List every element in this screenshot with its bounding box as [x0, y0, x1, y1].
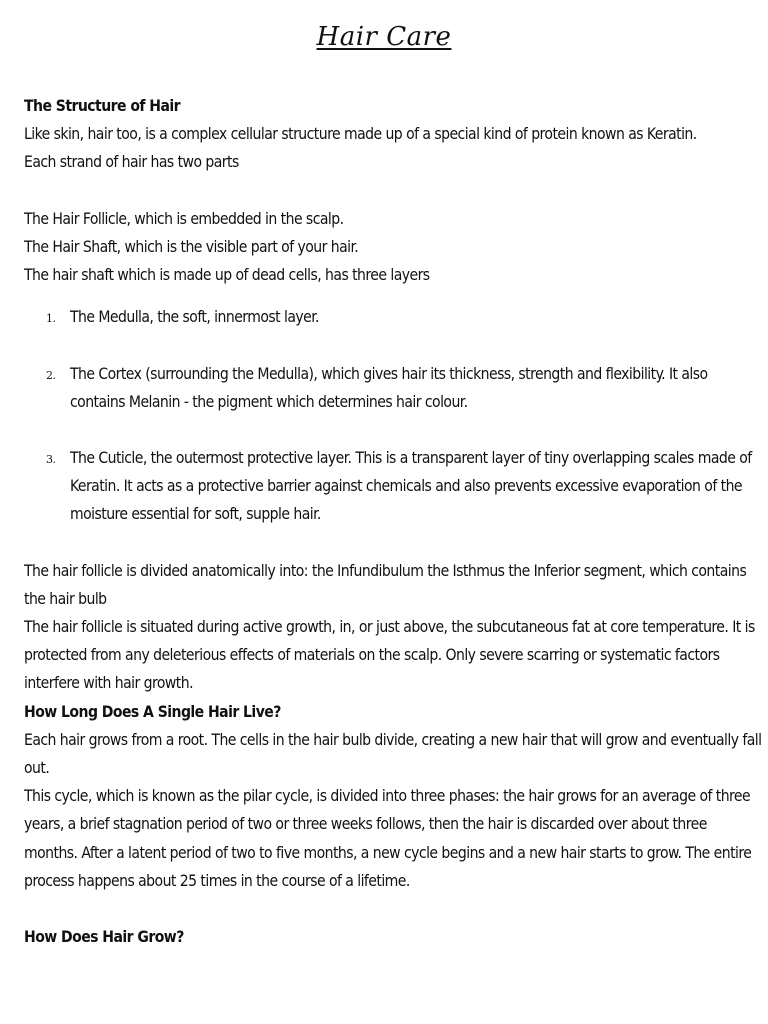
spacer: [24, 895, 764, 923]
paragraph: Each strand of hair has two parts: [24, 153, 239, 172]
paragraph: This cycle, which is known as the pilar cycle, is divided into three phases: the hair grows for an average of three years, a brief stagnation period of two or three weeks follows, then the hair is discarded over about three months. After a latent period of two to five months, a new cycle begins and a new hair starts to grow. The entire process happens about 25 times in the course of a lifetime.: [24, 787, 752, 890]
section-heading-structure: The Structure of Hair: [24, 97, 181, 115]
list-item: [24, 444, 764, 529]
list-number: 1.: [46, 312, 56, 326]
list-item-text: The Cortex (surrounding the Medulla), which gives hair its thickness, strength and flexibility. It also contains Melanin - the pigment which determines hair colour.: [70, 364, 708, 411]
paragraph: The Hair Follicle, which is embedded in the scalp.: [24, 209, 344, 228]
list-item: [24, 303, 764, 331]
paragraph: The Hair Shaft, which is the visible part of your hair.: [24, 238, 359, 256]
paragraph: Like skin, hair too, is a complex cellular structure made up of a special kind of protein known as Keratin.: [24, 125, 697, 144]
list-item-text: The Medulla, the soft, innermost layer.: [70, 308, 319, 327]
section-heading-hair-life: How Long Does A Single Hair Live?: [24, 702, 281, 721]
hair-layers-list: [24, 303, 764, 528]
paragraph: Each hair grows from a root. The cells in the hair bulb divide, creating a new hair that will grow and eventually fall out.: [24, 730, 762, 778]
document-title: Hair Care: [316, 22, 452, 52]
list-number: 2.: [46, 368, 56, 382]
paragraph: The hair shaft which is made up of dead cells, has three layers: [24, 266, 430, 285]
list-item: [24, 360, 764, 416]
paragraph: The hair follicle is situated during active growth, in, or just above, the subcutaneous fat at core temperature. It is protected from any deleterious effects of materials on the scalp. Only severe scarring or systematic factors interfere with hair growth.: [24, 618, 755, 693]
paragraph: The hair follicle is divided anatomically into: the Infundibulum the Isthmus the Inferior segment, which contains the hair bulb: [24, 561, 747, 608]
section-heading-hair-growth: How Does Hair Grow?: [24, 928, 184, 947]
list-item-text: The Cuticle, the outermost protective layer. This is a transparent layer of tiny overlapping scales made of Keratin. It acts as a protective barrier against chemicals and also prevents excessive evaporation of the moisture essential for soft, supple hair.: [70, 449, 752, 524]
spacer: [24, 177, 764, 205]
document-body: [24, 92, 764, 951]
list-number: 3.: [46, 453, 56, 467]
